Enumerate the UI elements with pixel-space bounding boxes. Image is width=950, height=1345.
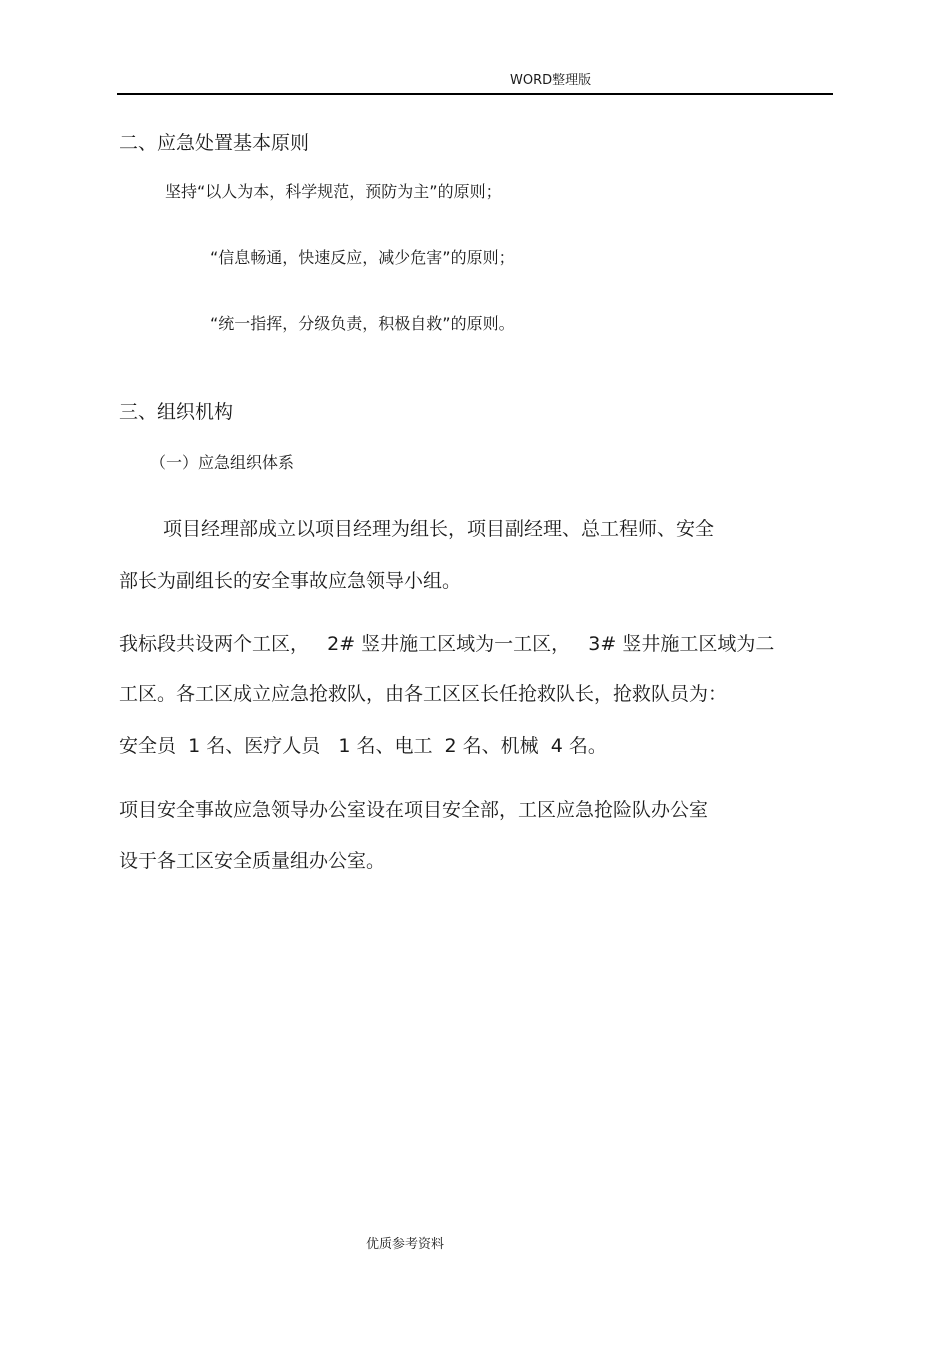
paragraph-line: 部长为副组长的安全事故应急领导小组。 [119,570,462,592]
principle-line: “信息畅通，快速反应，减少危害”的原则； [210,248,515,267]
section3-subtitle: （一）应急组织体系 [150,453,295,472]
paragraph-line: 安全员 1 名、医疗人员 1 名、电工 2 名、机械 4 名。 [119,735,607,757]
page-footer: 优质参考资料 [366,1237,445,1252]
paragraph-line: 项目经理部成立以项目经理为组长，项目副经理、总工程师、安全 [163,518,715,540]
paragraph-line: 工区。各工区成立应急抢救队，由各工区区长任抢救队长，抢救队员为： [119,683,728,705]
section2-title: 二、应急处置基本原则 [119,132,310,154]
principle-line: 坚持“以人为本，科学规范，预防为主”的原则； [165,182,502,201]
header-rule [117,93,833,95]
paragraph-line: 项目安全事故应急领导办公室设在项目安全部，工区应急抢险队办公室 [119,799,709,821]
paragraph-line: 我标段共设两个工区， 2# 竖井施工区域为一工区， 3# 竖井施工区域为二 [119,633,775,655]
principle-line: “统一指挥，分级负责，积极自救”的原则。 [210,314,515,333]
page-header: WORD整理版 [510,73,592,88]
section3-title: 三、组织机构 [119,401,234,423]
paragraph-line: 设于各工区安全质量组办公室。 [119,850,386,872]
